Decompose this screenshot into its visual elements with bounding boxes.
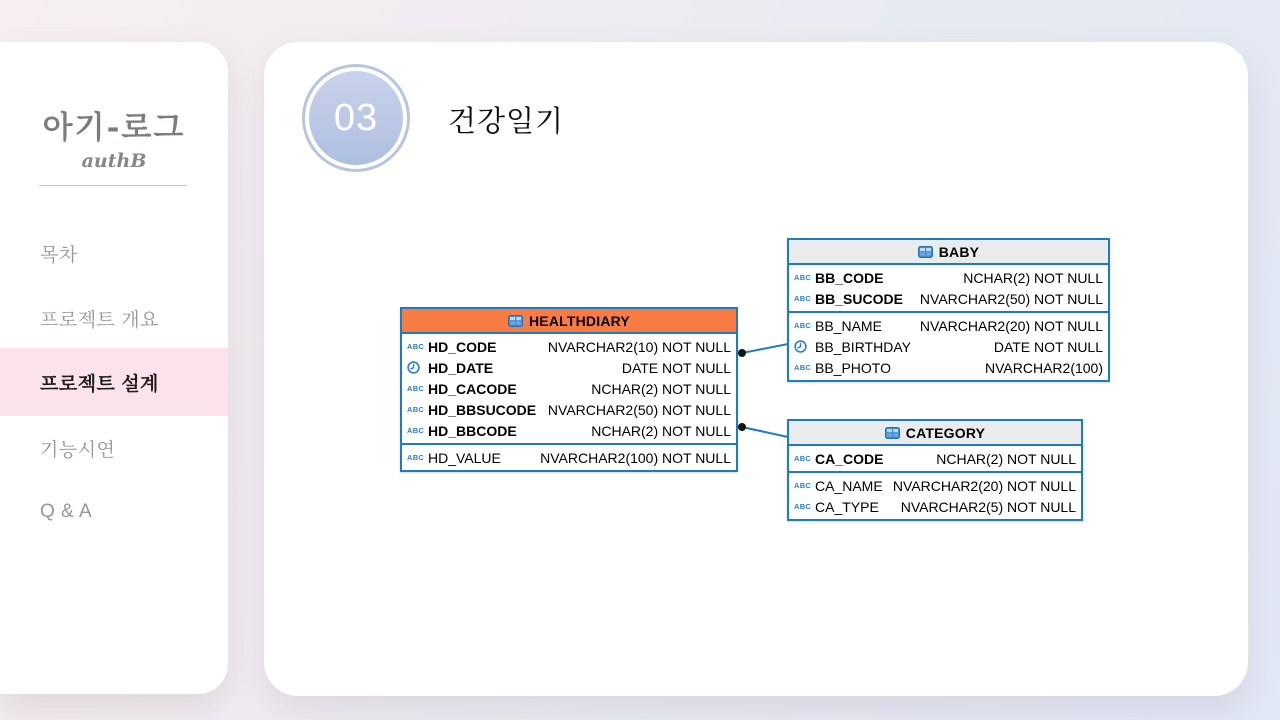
column-name: HD_BBSUCODE <box>428 401 537 418</box>
slide-number: 03 <box>309 71 403 165</box>
column-name: HD_CODE <box>428 338 497 355</box>
column-name: HD_VALUE <box>428 449 501 466</box>
sidebar-item-project-overview[interactable] <box>0 286 228 350</box>
table-icon <box>918 246 933 258</box>
text-type-icon: ABC <box>794 273 812 282</box>
column-name: BB_SUCODE <box>815 290 903 307</box>
columns-section <box>789 311 1108 380</box>
text-type-icon: ABC <box>794 321 812 330</box>
column-type: DATE NOT NULL <box>993 338 1103 355</box>
sidebar <box>0 42 228 694</box>
column-row <box>789 267 1108 288</box>
columns-section <box>789 471 1081 519</box>
column-type: NCHAR(2) NOT NULL <box>591 380 731 397</box>
text-type-icon: ABC <box>407 426 425 435</box>
text-type-icon: ABC <box>794 454 812 463</box>
table-header <box>789 421 1081 446</box>
column-row <box>402 399 736 420</box>
logo-subtitle: authB <box>81 150 147 172</box>
column-type: DATE NOT NULL <box>621 359 731 376</box>
table-icon <box>885 427 900 439</box>
column-type: NVARCHAR2(100) NOT NULL <box>540 449 731 466</box>
column-name: CA_NAME <box>815 477 883 494</box>
erd-table-baby <box>787 238 1110 382</box>
column-row <box>789 496 1081 517</box>
sidebar-item-qna[interactable] <box>0 480 228 544</box>
column-row <box>789 448 1081 469</box>
pk-section <box>789 446 1081 471</box>
column-name: BB_BIRTHDAY <box>815 338 911 355</box>
erd-table-healthdiary <box>400 307 738 472</box>
column-row <box>402 336 736 357</box>
column-type: NCHAR(2) NOT NULL <box>936 450 1076 467</box>
text-type-icon: ABC <box>794 363 812 372</box>
column-name: CA_TYPE <box>815 498 879 515</box>
date-type-icon <box>407 361 428 374</box>
sidebar-item-label: 기능시연 <box>40 439 116 461</box>
column-row <box>789 315 1108 336</box>
column-name: BB_NAME <box>815 317 882 334</box>
column-row <box>402 447 736 468</box>
column-type: NVARCHAR2(20) NOT NULL <box>919 317 1103 334</box>
table-name: BABY <box>938 243 980 260</box>
text-type-icon: ABC <box>407 405 425 414</box>
column-type: NCHAR(2) NOT NULL <box>963 269 1103 286</box>
page-title: 건강일기 <box>448 106 565 138</box>
column-row <box>402 420 736 441</box>
text-type-icon: ABC <box>794 481 812 490</box>
column-row <box>789 288 1108 309</box>
sidebar-item-toc[interactable] <box>0 221 228 285</box>
column-row <box>789 357 1108 378</box>
app-logo <box>0 42 228 172</box>
erd-table-category <box>787 419 1083 521</box>
text-type-icon: ABC <box>407 384 425 393</box>
column-type: NCHAR(2) NOT NULL <box>591 422 731 439</box>
column-name: CA_CODE <box>815 450 884 467</box>
column-row <box>789 475 1081 496</box>
logo-title: 아기-로그 <box>42 110 186 146</box>
date-type-icon <box>794 340 815 353</box>
column-type: NVARCHAR2(100) <box>985 359 1103 376</box>
sidebar-item-label: 목차 <box>40 244 78 266</box>
text-type-icon: ABC <box>794 502 812 511</box>
text-type-icon: ABC <box>794 294 812 303</box>
column-name: BB_CODE <box>815 269 884 286</box>
table-name: CATEGORY <box>905 424 986 441</box>
pk-section <box>789 265 1108 311</box>
column-row <box>402 378 736 399</box>
sidebar-item-project-design[interactable] <box>0 348 228 416</box>
table-icon <box>508 315 523 327</box>
column-type: NVARCHAR2(50) NOT NULL <box>547 401 731 418</box>
sidebar-item-label: 프로젝트 설계 <box>40 373 159 395</box>
pk-section <box>402 334 736 443</box>
column-type: NVARCHAR2(5) NOT NULL <box>900 498 1076 515</box>
columns-section <box>402 443 736 470</box>
sidebar-divider <box>39 185 187 186</box>
text-type-icon: ABC <box>407 453 425 462</box>
table-header <box>402 309 736 334</box>
table-header <box>789 240 1108 265</box>
column-type: NVARCHAR2(20) NOT NULL <box>892 477 1076 494</box>
column-row <box>789 336 1108 357</box>
column-type: NVARCHAR2(10) NOT NULL <box>547 338 731 355</box>
sidebar-item-feature-demo[interactable] <box>0 416 228 480</box>
sidebar-item-label: 프로젝트 개요 <box>40 309 159 331</box>
column-name: HD_CACODE <box>428 380 517 397</box>
column-name: BB_PHOTO <box>815 359 891 376</box>
table-name: HEALTHDIARY <box>529 312 630 329</box>
sidebar-item-label: Q & A <box>40 501 93 522</box>
text-type-icon: ABC <box>407 342 425 351</box>
slide-number-badge <box>302 64 410 172</box>
column-name: HD_DATE <box>428 359 494 376</box>
column-name: HD_BBCODE <box>428 422 517 439</box>
column-type: NVARCHAR2(50) NOT NULL <box>919 290 1103 307</box>
column-row <box>402 357 736 378</box>
